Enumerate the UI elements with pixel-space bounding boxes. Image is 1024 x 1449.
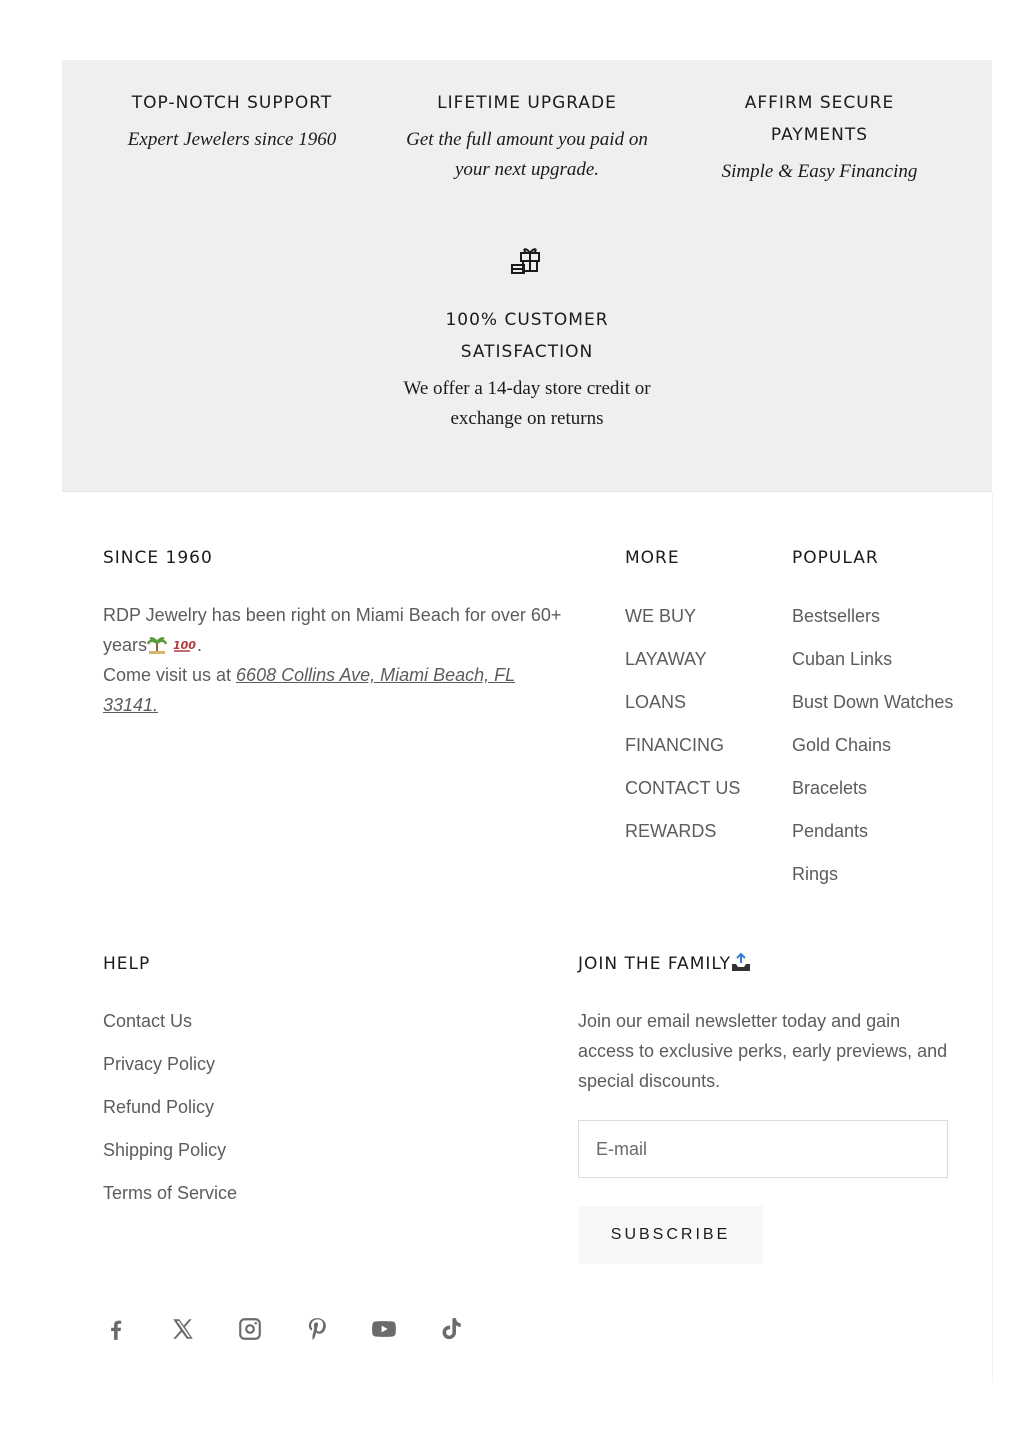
feature-upgrade — [392, 87, 662, 185]
more-link-layaway[interactable]: LAYAWAY — [625, 649, 707, 669]
feature-satisfaction — [382, 304, 672, 434]
x-icon[interactable] — [170, 1316, 196, 1342]
feature-title: 100% CUSTOMER SATISFACTION — [445, 310, 609, 362]
popular-link-bracelets[interactable]: Bracelets — [792, 778, 868, 798]
help-link-contact-us[interactable]: Contact Us — [103, 1011, 193, 1031]
newsletter-text: Join our email newsletter today and gain access to exclusive perks, early previews, and special discounts. — [578, 1011, 948, 1091]
more-link-rewards[interactable]: REWARDS — [625, 821, 717, 841]
about-text — [103, 600, 573, 720]
help-link-refund-policy[interactable]: Refund Policy — [103, 1097, 215, 1117]
popular-links — [792, 604, 953, 905]
inbox-tray-icon — [731, 952, 751, 972]
feature-support — [112, 87, 352, 155]
more-link-financing[interactable]: FINANCING — [625, 735, 724, 755]
help-link-privacy-policy[interactable]: Privacy Policy — [103, 1054, 216, 1074]
feature-description: Simple & Easy Financing — [721, 161, 918, 182]
popular-link-bestsellers[interactable]: Bestsellers — [792, 606, 881, 626]
feature-description: Get the full amount you paid on your next upgrade. — [406, 129, 648, 180]
more-title: MORE — [625, 548, 680, 568]
help-link-terms[interactable]: Terms of Service — [103, 1183, 238, 1203]
more-link-loans[interactable]: LOANS — [625, 692, 687, 712]
hundred-points-icon — [172, 636, 196, 654]
feature-title: AFFIRM SECURE PAYMENTS — [744, 93, 895, 145]
pinterest-icon[interactable] — [304, 1316, 330, 1342]
newsletter-title — [578, 952, 751, 976]
visit-prefix: Come visit us at — [103, 665, 237, 685]
popular-title: POPULAR — [792, 548, 879, 568]
facebook-icon[interactable] — [103, 1316, 129, 1342]
features-banner — [62, 60, 992, 492]
more-link-contact[interactable]: CONTACT US — [625, 778, 741, 798]
popular-link-gold-chains[interactable]: Gold Chains — [792, 735, 892, 755]
help-title: HELP — [103, 954, 151, 974]
feature-payments — [702, 87, 937, 187]
popular-link-pendants[interactable]: Pendants — [792, 821, 869, 841]
help-links — [103, 1009, 237, 1224]
subscribe-button[interactable]: SUBSCRIBE — [578, 1206, 763, 1264]
instagram-icon[interactable] — [237, 1316, 263, 1342]
email-input[interactable] — [578, 1120, 948, 1178]
tiktok-icon[interactable] — [438, 1316, 464, 1342]
help-link-shipping-policy[interactable]: Shipping Policy — [103, 1140, 227, 1160]
footer — [62, 492, 993, 1382]
more-links — [625, 604, 740, 862]
feature-title: LIFETIME UPGRADE — [437, 93, 617, 113]
popular-link-rings[interactable]: Rings — [792, 864, 839, 884]
svg-text:100: 100 — [173, 639, 196, 652]
address-link[interactable]: 6608 Collins Ave, Miami Beach, FL 33141. — [103, 665, 516, 715]
more-link-we-buy[interactable]: WE BUY — [625, 606, 697, 626]
newsletter-title-text: JOIN THE FAMILY — [578, 954, 731, 974]
about-line: RDP Jewelry has been right on Miami Beach for over 60+ years — [103, 605, 562, 655]
popular-link-cuban-links[interactable]: Cuban Links — [792, 649, 893, 669]
about-line-end: . — [192, 635, 203, 655]
gift-icon — [509, 241, 545, 277]
feature-description: We offer a 14-day store credit or exchange on returns — [403, 378, 651, 429]
popular-link-bust-down-watches[interactable]: Bust Down Watches — [792, 692, 954, 712]
about-title: SINCE 1960 — [103, 548, 213, 568]
feature-description: Expert Jewelers since 1960 — [127, 129, 337, 150]
youtube-icon[interactable] — [371, 1316, 397, 1342]
palm-tree-icon — [147, 636, 167, 654]
feature-title: TOP-NOTCH SUPPORT — [131, 93, 333, 113]
